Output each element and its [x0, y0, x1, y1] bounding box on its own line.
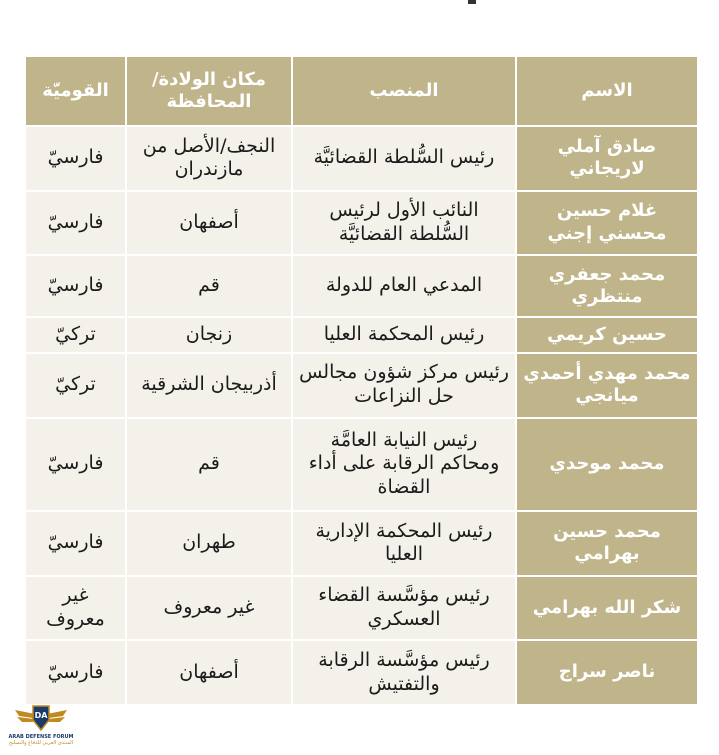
name-cell: حسين كريمي: [516, 317, 698, 353]
ethnicity-cell: فارسيّ: [25, 126, 126, 191]
name-cell: محمد موحدي: [516, 418, 698, 511]
table-header-row: [25, 56, 698, 126]
logo-title: ARAB DEFENSE FORUM: [8, 734, 74, 740]
birthplace-cell: أصفهان: [126, 640, 292, 705]
birthplace-cell: غير معروف: [126, 576, 292, 641]
birthplace-cell: زنجان: [126, 317, 292, 353]
name-cell: غلام حسين محسني إجني: [516, 191, 698, 256]
table-row: [25, 418, 698, 511]
birthplace-cell: طهران: [126, 511, 292, 576]
ethnicity-cell: تركيّ: [25, 353, 126, 418]
birthplace-cell: قم: [126, 418, 292, 511]
table-row: [25, 640, 698, 705]
name-cell: محمد حسين بهرامي: [516, 511, 698, 576]
position-cell: المدعي العام للدولة: [292, 255, 516, 317]
position-cell: رئيس مركز شؤون مجالس حل النزاعات: [292, 353, 516, 418]
header-birthplace: مكان الولادة/المحافظة: [126, 56, 292, 126]
header-ethnicity: القوميّة: [25, 56, 126, 126]
birthplace-cell: النجف/الأصل من مازندران: [126, 126, 292, 191]
birthplace-cell: أصفهان: [126, 191, 292, 256]
position-cell: رئيس مؤسَّسة الرقابة والتفتيش: [292, 640, 516, 705]
table-row: [25, 191, 698, 256]
table-row: [25, 255, 698, 317]
ethnicity-cell: فارسيّ: [25, 640, 126, 705]
birthplace-cell: قم: [126, 255, 292, 317]
position-cell: رئيس المحكمة الإدارية العليا: [292, 511, 516, 576]
ethnicity-cell: فارسيّ: [25, 255, 126, 317]
ethnicity-cell: فارسيّ: [25, 191, 126, 256]
ethnicity-cell: غير معروف: [25, 576, 126, 641]
ethnicity-cell: تركيّ: [25, 317, 126, 353]
name-cell: محمد جعفري منتظري: [516, 255, 698, 317]
table-row: [25, 511, 698, 576]
table-row: [25, 353, 698, 418]
ethnicity-cell: فارسيّ: [25, 511, 126, 576]
winged-emblem-icon: [13, 700, 69, 734]
judiciary-officials-table: [24, 55, 699, 706]
table-row: [25, 317, 698, 353]
name-cell: ناصر سراج: [516, 640, 698, 705]
name-cell: صادق آملي لاريجاني: [516, 126, 698, 191]
position-cell: النائب الأول لرئيس السُّلطة القضائيَّة: [292, 191, 516, 256]
logo-subtitle: المنتدى العربي للدفاع والتسليح: [8, 740, 74, 746]
position-cell: رئيس النيابة العامَّة ومحاكم الرقابة على أداء القضاة: [292, 418, 516, 511]
top-edge-mark: [468, 0, 476, 4]
ethnicity-cell: فارسيّ: [25, 418, 126, 511]
position-cell: رئيس المحكمة العليا: [292, 317, 516, 353]
name-cell: محمد مهدي أحمدي ميانجي: [516, 353, 698, 418]
birthplace-cell: أذربيجان الشرقية: [126, 353, 292, 418]
position-cell: رئيس السُّلطة القضائيَّة: [292, 126, 516, 191]
table-row: [25, 576, 698, 641]
header-name: الاسم: [516, 56, 698, 126]
table-row: [25, 126, 698, 191]
logo-initials: DA: [34, 711, 48, 720]
forum-logo: [4, 700, 78, 754]
header-position: المنصب: [292, 56, 516, 126]
position-cell: رئيس مؤسَّسة القضاء العسكري: [292, 576, 516, 641]
name-cell: شكر الله بهرامي: [516, 576, 698, 641]
